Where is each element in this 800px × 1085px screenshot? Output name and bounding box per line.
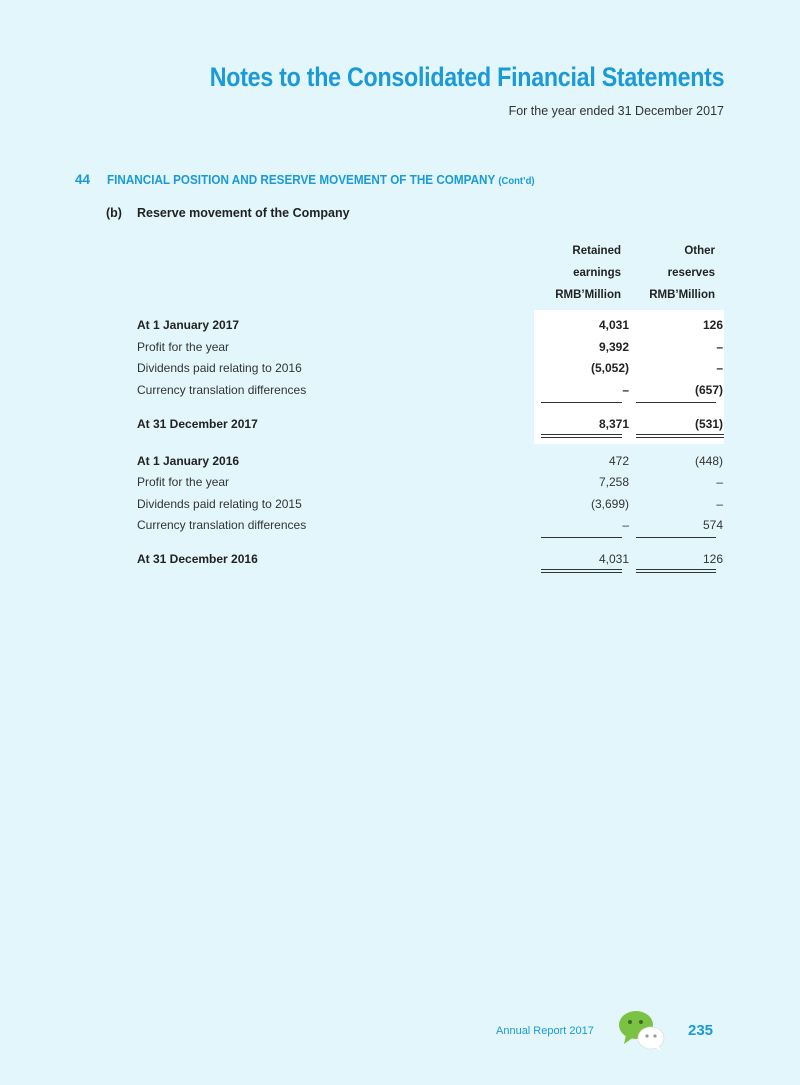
total-double-rule (541, 569, 622, 573)
col2-header-line3: RMB’Million (649, 289, 715, 301)
table-cell: – (716, 340, 723, 354)
table-cell: (3,699) (590, 497, 629, 511)
page-title: Notes to the Consolidated Financial Statements (209, 62, 724, 92)
subtotal-rule (636, 537, 716, 538)
table-cell: (448) (694, 454, 723, 468)
table-cell: – (622, 518, 629, 532)
table-cell: – (716, 475, 723, 489)
subsection-title: Reserve movement of the Company (137, 206, 350, 220)
table-cell: 574 (702, 518, 723, 532)
col2-header-line2: reserves (667, 267, 715, 279)
section-number: 44 (75, 172, 91, 187)
total-double-rule (636, 569, 716, 573)
subtotal-rule (541, 537, 622, 538)
page-number: 235 (688, 1022, 714, 1039)
table-cell: (657) (694, 383, 723, 397)
wechat-icon (618, 1010, 668, 1052)
table-row-label: At 31 December 2016 (137, 552, 258, 566)
table-row-label: Profit for the year (137, 475, 230, 489)
section-title-text: FINANCIAL POSITION AND RESERVE MOVEMENT OF THE COMPANY (107, 172, 496, 187)
table-cell: 126 (702, 552, 723, 566)
table-row-label: Dividends paid relating to 2015 (137, 497, 302, 511)
col2-header-line1: Other (684, 245, 715, 257)
subsection-heading (106, 206, 350, 220)
table-cell: 126 (702, 318, 723, 332)
subtotal-rule (636, 402, 716, 403)
table-cell: 9,392 (598, 340, 629, 354)
table-cell: (531) (694, 417, 723, 431)
table-cell: 472 (608, 454, 629, 468)
col1-header-line3: RMB’Million (555, 289, 621, 301)
page-subtitle: For the year ended 31 December 2017 (508, 104, 724, 118)
table-row-label: Dividends paid relating to 2016 (137, 361, 302, 375)
table-cell: – (716, 361, 723, 375)
table-row-label: Currency translation differences (137, 518, 307, 532)
table-cell: 8,371 (598, 417, 629, 431)
table-cell: 4,031 (598, 318, 629, 332)
table-cell: 7,258 (598, 475, 629, 489)
subtotal-rule (541, 402, 622, 403)
table-row-label: Profit for the year (137, 340, 230, 354)
table-cell: (5,052) (590, 361, 629, 375)
table-cell: – (716, 497, 723, 511)
section-contd: (Cont’d) (498, 175, 535, 187)
col1-header-line1: Retained (572, 245, 621, 257)
total-double-rule (541, 434, 622, 438)
section-heading (75, 172, 582, 187)
table-row-label: Currency translation differences (137, 383, 307, 397)
table-row-label: At 1 January 2016 (137, 454, 240, 468)
section-title (107, 172, 535, 187)
col1-header-line2: earnings (573, 267, 621, 279)
table-cell: 4,031 (598, 552, 629, 566)
subsection-label: (b) (106, 206, 122, 220)
table-row-label: At 31 December 2017 (137, 417, 258, 431)
table-cell: – (622, 383, 629, 397)
total-double-rule (636, 434, 724, 438)
footer-report-name: Annual Report 2017 (496, 1025, 594, 1037)
table-row-label: At 1 January 2017 (137, 318, 240, 332)
